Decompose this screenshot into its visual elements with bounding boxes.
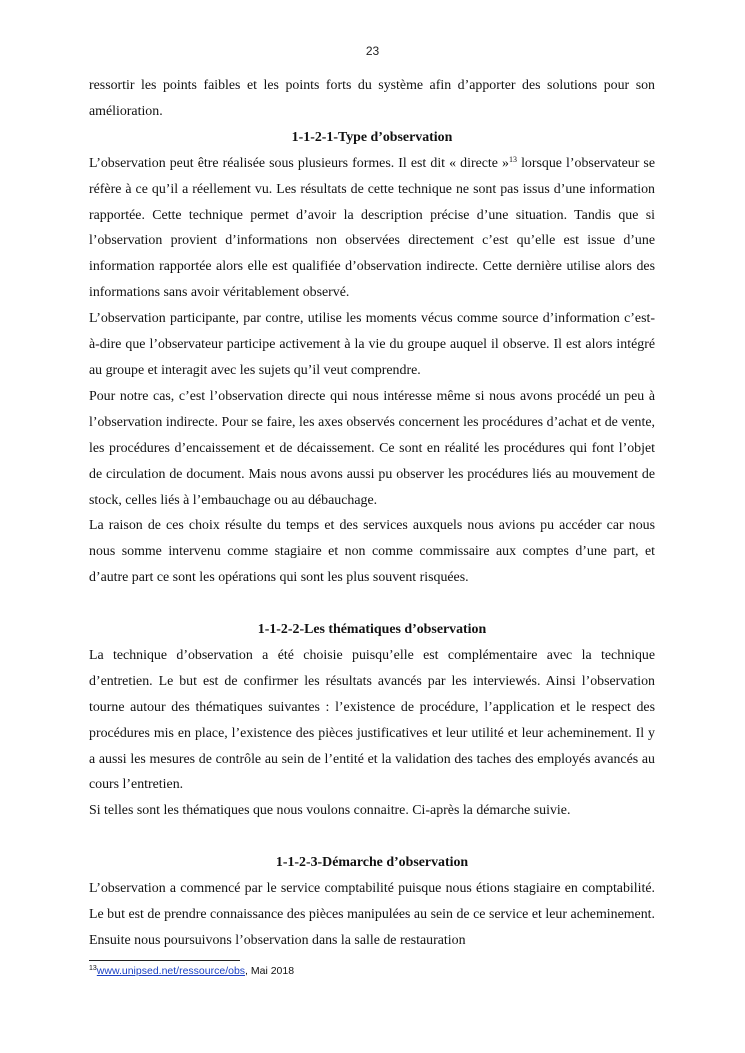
heading-thematiques: 1-1-2-2-Les thématiques d’observation [257,622,487,638]
footnote-number: 13 [89,965,97,972]
paragraph-choice-reason: La raison de ces choix résulte du temps et des services auxquels nous avions pu accéder car nous nous somme intervenu comme stagiaire et non comme commissaire aux comptes d’une part, et d’autre part ce sont les opérations qui sont les plus souvent risquées. [89,518,655,586]
footnote-link[interactable]: www.unipsed.net/ressource/obs [96,965,246,977]
page-number: 23 [365,44,380,58]
spacer [89,824,655,850]
paragraph-observation-forms-a: L’observation peut être réalisée sous plusieurs formes. Il est dit « directe » [89,155,509,171]
paragraph-intro: ressortir les points faibles et les points forts du système afin d’apporter des solutions pour son amélioration. [89,78,655,119]
footnote-suffix: , Mai 2018 [245,965,295,977]
paragraph-thematiques-summary: Si telles sont les thématiques que nous voulons connaitre. Ci-après la démarche suivie. [89,803,571,819]
paragraph-participant-observation: L’observation participante, par contre, utilise les moments vécus comme source d’information c’est-à-dire que l’observateur participe activement à la vie du groupe auquel il observe. Il est alors intégré au groupe et interagit avec les sujets qu’il veut comprendre. [89,311,655,378]
body-text [89,73,655,954]
footnote-separator [89,960,240,961]
paragraph-technique: La technique d’observation a été choisie puisqu’elle est complémentaire avec la technique d’entretien. Le but est de confirmer les résultats avancés par les interviewés. Ainsi l’observation tourne autour des thématiques suivantes : l’existence de procédure, l’application et le respect des procédures mis en place, l’existence des pièces justificatives et leur utilité et leur acheminement. Il y a aussi les mesures de contrôle au sein de l’entité et la validation des taches des employés avancés au cours l’entretien. [89,647,655,793]
footnote-reference[interactable]: 13 [508,154,517,164]
paragraph-our-case: Pour notre cas, c’est l’observation directe qui nous intéresse même si nous avons procédé un peu à l’observation indirecte. Pour se faire, les axes observés concernent les procédures d’achat et de vente, les procédures d’encaissement et de décaissement. Ce sont en réalité les procédures qui font l’objet de circulation de document. Mais nous avons aussi pu observer les procédures liés au mouvement de stock, celles liés à l’embauchage ou au débauchage. [89,388,655,508]
paragraph-observation-forms [89,151,655,306]
heading-demarche: 1-1-2-3-Démarche d’observation [275,855,469,871]
paragraph-demarche: L’observation a commencé par le service comptabilité puisque nous étions stagiaire en comptabilité. Le but est de prendre connaissance des pièces manipulées au sein de ce service et leur acheminement. Ensuite nous poursuivons l’observation dans la salle de restauration [89,881,655,948]
footnote [89,965,655,977]
spacer [89,591,655,617]
heading-type-observation: 1-1-2-1-Type d’observation [291,129,453,145]
paragraph-observation-forms-b: lorsque l’observateur se réfère à ce qu’il a réellement vu. Les résultats de cette technique ne sont pas issus d’une information rapportée. Cette technique permet d’avoir la description précise d’une situation. Tandis que si l’observation provient d’informations non observées directement c’est qu’elle est issue d’une information rapportée alors elle est qualifiée d’observation indirecte. Cette dernière utilise alors des informations sans avoir véritablement observé. [89,155,655,301]
